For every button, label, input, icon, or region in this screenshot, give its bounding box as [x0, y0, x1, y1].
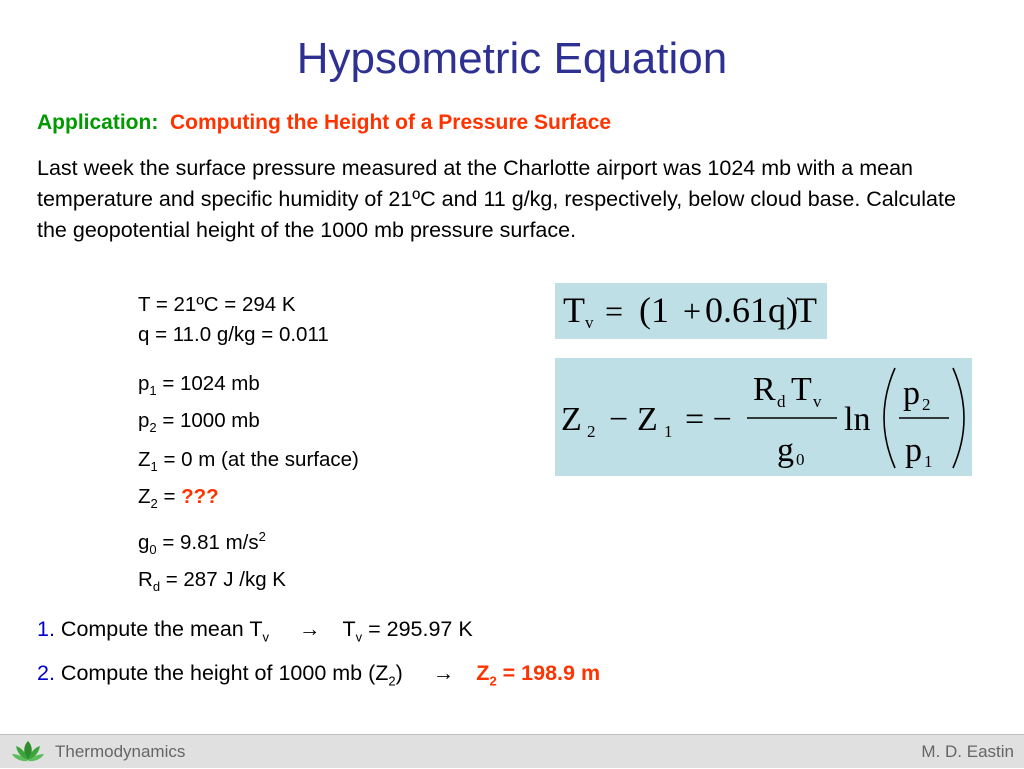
- svg-text:−: −: [609, 401, 629, 438]
- footer-author: M. D. Eastin: [921, 742, 1014, 761]
- svg-text:1: 1: [664, 422, 673, 441]
- svg-text:Z: Z: [561, 401, 582, 438]
- footer-bar: [0, 734, 1024, 768]
- svg-text:=: =: [605, 293, 624, 329]
- given-p1: $p_1 = 1024$ mb: [138, 372, 260, 399]
- svg-text:= −: = −: [685, 401, 732, 438]
- given-temperature-humidity: [138, 290, 329, 350]
- lotus-icon: [11, 740, 45, 769]
- svg-text:g: g: [777, 432, 794, 469]
- given-Z2: $Z_2$ = ???: [138, 485, 219, 512]
- step-number: 1.: [37, 617, 55, 641]
- step-number: 2.: [37, 661, 55, 685]
- slide-title: Hypsometric Equation: [296, 34, 728, 83]
- svg-text:R: R: [753, 371, 776, 408]
- final-result: $Z_2 = 198.9$ m: [476, 661, 601, 689]
- svg-text:0.61q): 0.61q): [705, 290, 798, 330]
- application-label: Application:: [37, 111, 159, 134]
- given-Z1: $Z_1 = 0$ m (at the surface): [138, 448, 359, 475]
- given-constants: [138, 522, 286, 602]
- given-pressures: [138, 369, 260, 443]
- given-T: T = 21ºC = 294 K: [138, 293, 296, 316]
- arrow-right-icon: →: [298, 617, 321, 641]
- svg-text:v: v: [585, 313, 594, 332]
- svg-text:1: 1: [924, 452, 933, 471]
- svg-text:v: v: [813, 392, 822, 411]
- svg-text:T: T: [795, 290, 817, 330]
- svg-text:+: +: [683, 293, 702, 329]
- application-text: Computing the Height of a Pressure Surface: [170, 111, 612, 134]
- svg-text:2: 2: [922, 395, 931, 414]
- given-g0: $g_0 = 9.81$ $m/s^2$: [138, 529, 266, 557]
- application-line: [37, 111, 611, 135]
- svg-text:0: 0: [796, 450, 805, 469]
- unknown-value: ???: [181, 485, 219, 509]
- arrow-right-icon: →: [432, 661, 455, 685]
- given-heights: [138, 445, 359, 519]
- svg-text:p: p: [903, 375, 920, 412]
- svg-text:2: 2: [587, 422, 596, 441]
- svg-text:(1: (1: [639, 290, 669, 330]
- svg-text:T: T: [563, 290, 585, 330]
- given-q: q = 11.0 g/kg = 0.011: [138, 323, 329, 346]
- svg-text:d: d: [777, 392, 786, 411]
- svg-text:Z: Z: [637, 401, 658, 438]
- svg-text:p: p: [905, 432, 922, 469]
- virtual-temperature-equation: [555, 283, 827, 339]
- footer-course: Thermodynamics: [55, 742, 186, 761]
- given-p2: $p_2 = 1000$ mb: [138, 409, 260, 436]
- step-2: 2. Compute the height of 1000 mb $(Z_2) \to Z_2 = 198.9$ m: [37, 661, 601, 689]
- svg-text:ln: ln: [844, 401, 871, 438]
- problem-statement: Last week the surface pressure measured at the Charlotte airport was 1024 mb with a mean temperature and specific humidity of 21ºC and 11 g/kg, respectively, below cloud base. Calculate the geopotential height of the 1000 mb pressure surface.: [37, 156, 956, 242]
- svg-text:T: T: [791, 371, 812, 408]
- hypsometric-equation: [555, 358, 972, 476]
- given-Rd: $R_d = 287$ J /kg K: [138, 567, 286, 595]
- step-1: 1. Compute the mean $T_v \to T_v = 295.97$ K: [37, 617, 473, 645]
